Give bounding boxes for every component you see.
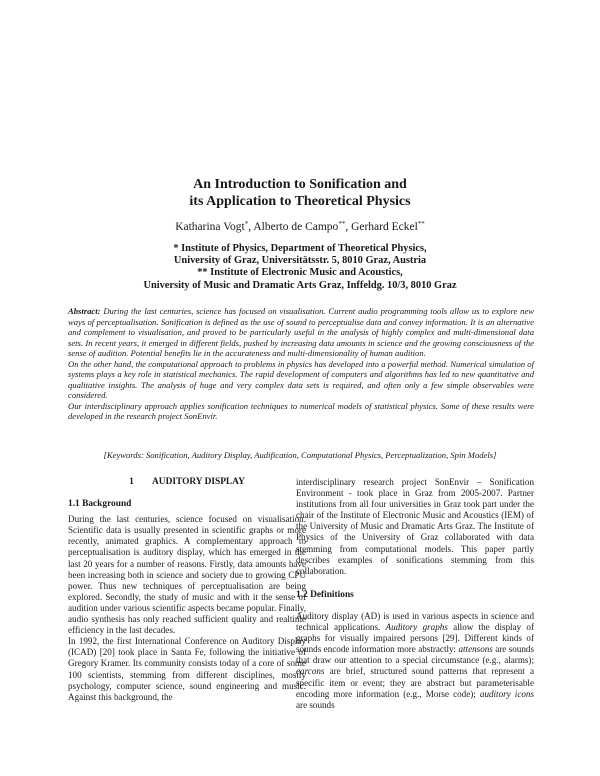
abstract-paragraph-2: On the other hand, the computational approach to problems in physics has developed into a powerful method. Numerical simulation of systems plays a key role in statistical mechanics. The rapid development of computers and algorithms has led to new quantitative and qualitative insights. The analysis of huge and very complex data sets is required, and often only a few simple observables were considered. — [68, 358, 534, 400]
right-column — [296, 477, 534, 711]
body-paragraph-definitions — [296, 611, 534, 711]
author-name: Katharina Vogt — [175, 221, 245, 233]
term-attensons: attensons — [458, 644, 493, 655]
paper-title — [0, 176, 600, 210]
left-column — [68, 477, 306, 703]
author-mark: ** — [417, 220, 425, 228]
abstract-text-1: During the last centuries, science has focused on visualisation. Current audio programming tools allow us to explore new ways of perceptualisation. Sonification is defined as the use of sound to perceptualise data and convey information. It is an alternative and complement to visualisation, and proved to be particularly useful in the analysis of highly complex and multi-dimensional data sets. In recent years, it emerged in different fields, pushed by increasing data amounts in science and the growing consciousness of the sense of audition. Potential benefits lie in the accurateness and multi-dimensionality of human audition. — [68, 306, 534, 358]
text-run: are brief, structured sound patterns that represent a specific item or event; they are abstract but parameterisable encoding more information (e.g., Morse code); — [296, 666, 534, 699]
title-line-1: An Introduction to Sonification and — [193, 177, 407, 192]
affiliation-line: * Institute of Physics, Department of Theoretical Physics, — [173, 243, 427, 254]
affiliation-line: University of Graz, Universitätsstr. 5, 8010 Graz, Austria — [173, 255, 427, 267]
author-list: Katharina Vogt*, Alberto de Campo**, Gerhard Eckel** — [175, 220, 425, 233]
term-auditory-icons: auditory icons — [479, 688, 534, 699]
subsection-1-2-heading: 1.2 Definitions — [296, 589, 354, 600]
body-paragraph: interdisciplinary research project SonEnvir – Sonification Environment - took place in Graz from 2005-2007. Partner institutions from all four universities in Graz took part under the chair of the Institute of Electronic Music and Acoustics (IEM) of the University of Music and Dramatic Arts Graz. The Institute of Physics of the University of Graz collaborated with data stemming from computational models. This paper partly describes examples of sonifications stemming from this collaboration. — [296, 477, 534, 576]
abstract-paragraph-1 — [68, 306, 534, 359]
text-run: are sounds that draw our attention to a special circumstance (e.g., alarms); — [296, 644, 534, 666]
text-run: are sounds — [296, 699, 335, 710]
author-name: Alberto de Campo — [253, 221, 339, 233]
term-auditory-graphs: Auditory graphs — [385, 622, 448, 633]
text-run: Auditory display (AD) is used in various aspects in science and technical applications. — [296, 610, 534, 633]
keywords: [Keywords: Sonification, Auditory Display, Audification, Computational Physics, Perceptualization, Spin Models] — [103, 450, 497, 460]
section-1-heading: 1 AUDITORY DISPLAY — [129, 477, 245, 487]
author-mark: ** — [338, 220, 346, 228]
body-paragraph: During the last centuries, science focused on visualisation. Scientific data is usually presented in scientific graphs or more recently, animated graphics. A complementary approach to perceptualisation is auditory display, which has emerged in the last 20 years for a number of reasons. Firstly, data amounts have been increasing both in science and society due to growing CPU power. Thus new techniques of perceptualisation are being explored. Secondly, the study of music and with it the sense of audition under various scientific aspects became popular. Finally, audio synthesis has only reached sufficient quality and realtime efficiency in the last decades. — [68, 514, 306, 636]
term-earcons: earcons — [296, 666, 325, 677]
subsection-1-1-heading: 1.1 Background — [68, 499, 132, 510]
author-mark: * — [244, 220, 249, 228]
abstract — [68, 306, 534, 422]
abstract-label: Abstract: — [68, 306, 101, 316]
body-paragraph: In 1992, the first International Conference on Auditory Display (ICAD) [20] took place in Santa Fe, following the initiative of Gregory Kramer. Its community consists today of a core of some 100 scientists, stemming from different disciplines, mostly psychology, computer science, sound engineering and music. Against this background, the — [68, 636, 306, 702]
text-run: allow the display of graphs for visually impaired persons [29]. Different kinds of sounds encode information more abstractly: — [296, 622, 534, 655]
affiliation-line: University of Music and Dramatic Arts Graz, Inffeldg. 10/3, 8010 Graz — [143, 279, 457, 291]
author-name: Gerhard Eckel — [351, 221, 418, 233]
title-line-2: its Application to Theoretical Physics — [189, 194, 411, 209]
affiliation-line: ** Institute of Electronic Music and Acoustics, — [197, 267, 403, 279]
affiliations — [0, 243, 600, 292]
abstract-paragraph-3: Our interdisciplinary approach applies sonification techniques to numerical models of statistical physics. Some of these results were developed in the research project SonEnvir. — [68, 400, 534, 421]
